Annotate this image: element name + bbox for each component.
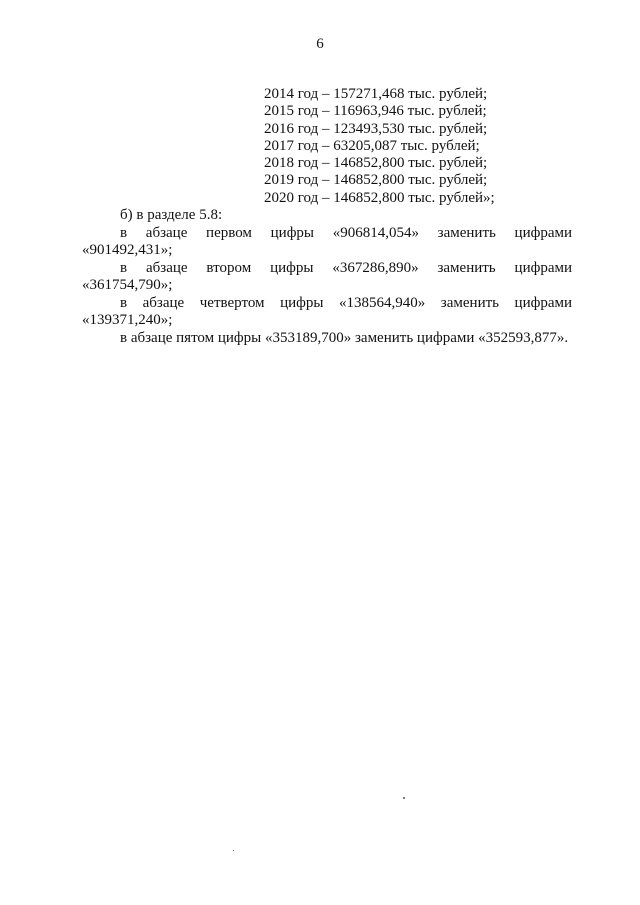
year-line: 2019 год – 146852,800 тыс. рублей; [264, 172, 488, 189]
year-line: 2016 год – 123493,530 тыс. рублей; [264, 120, 488, 137]
year-line: 2015 год – 116963,946 тыс. рублей; [264, 103, 487, 120]
scan-speck [403, 797, 405, 799]
section-body [82, 207, 572, 347]
scan-speck [233, 850, 234, 851]
year-line: 2017 год – 63205,087 тыс. рублей; [264, 137, 480, 154]
page-number: 6 [316, 36, 324, 52]
amendment-paragraph: в абзаце втором цифры «367286,890» заменить цифрами «361754,790»; [82, 259, 572, 293]
amendment-paragraph: в абзаце четвертом цифры «138564,940» заменить цифрами «139371,240»; [82, 294, 572, 328]
funding-by-year-list [264, 86, 495, 207]
year-line: 2020 год – 146852,800 тыс. рублей»; [264, 189, 495, 206]
amendment-paragraph: в абзаце первом цифры «906814,054» заменить цифрами «901492,431»; [82, 224, 572, 258]
year-line: 2018 год – 146852,800 тыс. рублей; [264, 155, 488, 172]
section-heading: б) в разделе 5.8: [120, 207, 223, 223]
year-line: 2014 год – 157271,468 тыс. рублей; [264, 86, 488, 102]
amendment-paragraph: в абзаце пятом цифры «353189,700» заменить цифрами «352593,877». [120, 329, 569, 346]
